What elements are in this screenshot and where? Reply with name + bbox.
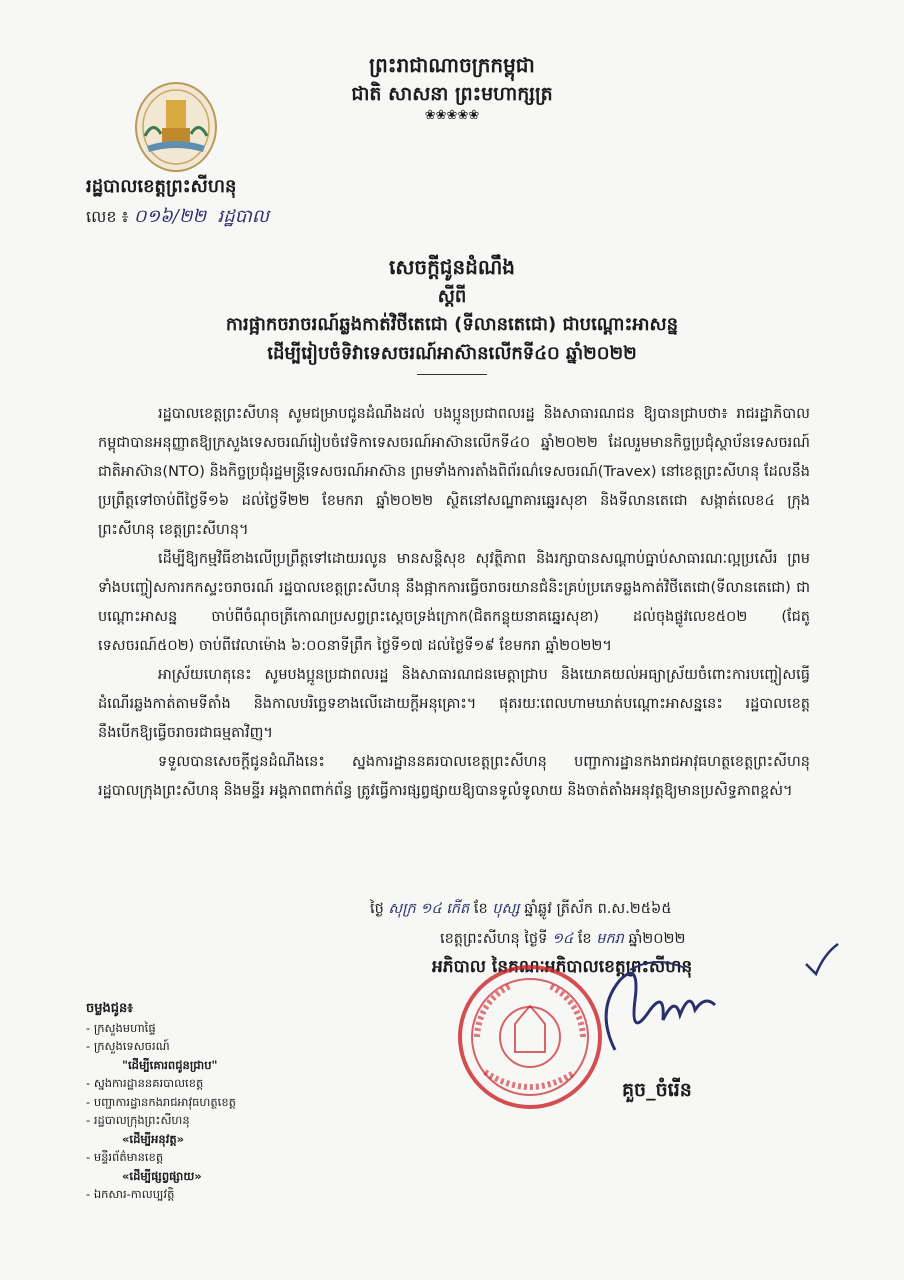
reference-label: លេខ ៖ (86, 207, 129, 226)
document-title: សេចក្តីជូនដំណឹង (389, 255, 515, 279)
issuing-authority: រដ្ឋបាលខេត្តព្រះសីហនុ (86, 176, 237, 197)
list-item: - ស្នងការដ្ឋាននគរបាលខេត្ត (86, 1074, 326, 1093)
copy-to-list (86, 1000, 326, 1204)
lunar-month: បុស្ស (492, 901, 520, 917)
solar-day: ១៤ (551, 931, 574, 947)
kingdom-heading: ព្រះរាជាណាចក្រកម្ពុជា (369, 53, 535, 77)
lunar-date-line (370, 900, 820, 921)
body-paragraph-1: រដ្ឋបាលខេត្តព្រះសីហនុ សូមជម្រាបជូនដំណឹងដល់ បងប្អូនប្រជាពលរដ្ឋ និងសាធារណជន ឱ្យបានជ្រាបថា៖ រាជរដ្ឋាភិបាលកម្ពុជាបានអនុញ្ញាតឱ្យក្រសួងទេសចរណ៍រៀបចំវេទិកាទេសចរណ៍អាស៊ានលើកទី៤០ ឆ្នាំ២០២២ ដែលរួមមានកិច្ចប្រជុំស្ថាប័នទេសចរណ៍ជាតិអាស៊ាន(NTO) និងកិច្ចប្រជុំរដ្ឋមន្ត្រីទេសចរណ៍អាស៊ាន ព្រមទាំងការតាំងពិព័រណ៌ទេសចរណ៍(Travex) នៅខេត្តព្រះសីហនុ ដែលនឹងប្រព្រឹត្តទៅចាប់ពីថ្ងៃទី១៦ ដល់ថ្ងៃទី២២ ខែមករា ឆ្នាំ២០២២ ស្ថិតនៅសណ្ឋាគារឆ្នេរសុខា និងទីលានតេជោ សង្កាត់លេខ៤ ក្រុងព្រះសីហនុ ខេត្តព្រះសីហនុ។ (98, 406, 810, 538)
solar-date-line (440, 930, 820, 951)
lunar-date-prefix: ថ្ងៃ (370, 901, 384, 917)
list-item: - បញ្ជាការដ្ឋានកងរាជអាវុធហត្ថខេត្ត (86, 1093, 326, 1112)
list-item: - មន្ទីរព័ត៌មានខេត្ត (86, 1148, 326, 1167)
official-seal-stamp (455, 962, 605, 1112)
national-motto: ជាតិ សាសនា ព្រះមហាក្សត្រ (351, 83, 553, 105)
reference-value: ០១៦/២២ ​ រដ្ឋបាល (133, 206, 269, 227)
title-divider (417, 374, 487, 375)
title-subject-line-2: ដើម្បីរៀបចំទិវាទេសចរណ៍អាស៊ានលើកទី៤០ ឆ្នាំ២០២២ (267, 343, 637, 364)
solar-year: ឆ្នាំ២០២២ (628, 931, 686, 947)
list-item-note: «ដើម្បីអនុវត្ត» (122, 1131, 185, 1146)
list-item: - ក្រសួងទេសចរណ៍ (86, 1037, 326, 1056)
notice-body (98, 400, 810, 806)
reference-number (86, 204, 269, 231)
signatory-title: អភិបាល នៃគណៈអភិបាលខេត្តព្រះសីហនុ (432, 957, 693, 977)
solar-month: មករា (596, 931, 624, 947)
list-item: - ក្រសួងមហាផ្ទៃ (86, 1019, 326, 1038)
lunar-day: សុក្រ ១៤ កើត (388, 901, 470, 917)
body-paragraph-2: ដើម្បីឱ្យកម្មវិធីខាងលើប្រព្រឹត្តទៅដោយរលូន មានសន្តិសុខ សុវត្ថិភាព និងរក្សាបានសណ្តាប់ធ្នាប់សាធារណៈល្អប្រសើរ ព្រមទាំងបញ្ចៀសការកកស្ទះចរាចរណ៍ រដ្ឋបាលខេត្តព្រះសីហនុ នឹងផ្អាកការធ្វើចរាចរយានជំនិះគ្រប់ប្រភេទឆ្លងកាត់វិថីតេជោ(ទីលានតេជោ) ជាបណ្តោះអាសន្ន ចាប់ពីចំណុចត្រីកោណប្រសព្វព្រះស្តេចទ្រង់ក្រោក(ជិតកន្លុយនាគឆ្នេរសុខា) ដល់ចុងផ្លូវលេខ៥០២ (ជែតូទេសចរណ៍៥០២) ចាប់ពីវេលាម៉ោង ៦:០០នាទីព្រឹក ថ្ងៃទី១៧ ដល់ថ្ងៃទី១៩ ខែមករា ឆ្នាំ២០២២។ (98, 551, 810, 654)
lunar-month-label: ខែ (473, 901, 488, 917)
body-paragraph-3: អាស្រ័យហេតុនេះ សូមបងប្អូនប្រជាពលរដ្ឋ និងសាធារណជនមេត្តាជ្រាប និងយោគយល់អធ្យាស្រ័យចំពោះការបញ្ចៀសធ្វើដំណើរឆ្លងកាត់តាមទីតាំង និងកាលបរិច្ឆេទខាងលើដោយក្តីអនុគ្រោះ។ ផុតរយៈពេលហាមឃាត់បណ្តោះអាសន្ននេះ រដ្ឋបាលខេត្តនឹងបើកឱ្យធ្វើចរាចរជាធម្មតាវិញ។ (98, 667, 810, 741)
solar-date-prefix: ខេត្តព្រះសីហនុ ថ្ងៃទី (440, 931, 548, 947)
list-item-note: "ដើម្បីគោរពជូនជ្រាប" (122, 1057, 218, 1072)
title-subject-label: ស្តីពី (437, 286, 467, 307)
body-paragraph-4: ទទួលបានសេចក្តីជូនដំណឹងនេះ ស្នងការដ្ឋាននគរបាលខេត្តព្រះសីហនុ បញ្ជាការដ្ឋានកងរាជអាវុធហត្ថខេត្តព្រះសីហនុ រដ្ឋបាលក្រុងព្រះសីហនុ និងមន្ទីរ អង្គភាពពាក់ព័ន្ធ ត្រូវធ្វើការផ្សព្វផ្សាយឱ្យបានទូលំទូលាយ និងចាត់តាំងអនុវត្តឱ្យមានប្រសិទ្ធភាពខ្ពស់។ (98, 754, 810, 799)
title-subject-line-1: ការផ្អាកចរាចរណ៍ឆ្លងកាត់វិថីតេជោ (ទីលានតេជោ) ជាបណ្តោះអាសន្ន (225, 314, 679, 335)
lunar-year: ឆ្នាំឆ្លូវ ត្រីស័ក ព.ស.២៥៦៥ (524, 901, 672, 917)
copy-to-heading: ចម្លងជូន៖ (86, 1001, 133, 1016)
list-item: - រដ្ឋបាលក្រុងព្រះសីហនុ (86, 1111, 326, 1130)
decorative-ornament: ❀❀❀❀❀ (424, 108, 480, 123)
list-item: - ឯកសារ-កាលប្បវត្តិ (86, 1185, 326, 1204)
signatory-name: គួច_ចំរើន (622, 1079, 692, 1101)
list-item-note: «ដើម្បីផ្សព្វផ្សាយ» (122, 1168, 202, 1183)
checkmark-icon (802, 940, 842, 980)
handwritten-signature (585, 950, 725, 1060)
solar-month-label: ខែ (577, 931, 592, 947)
